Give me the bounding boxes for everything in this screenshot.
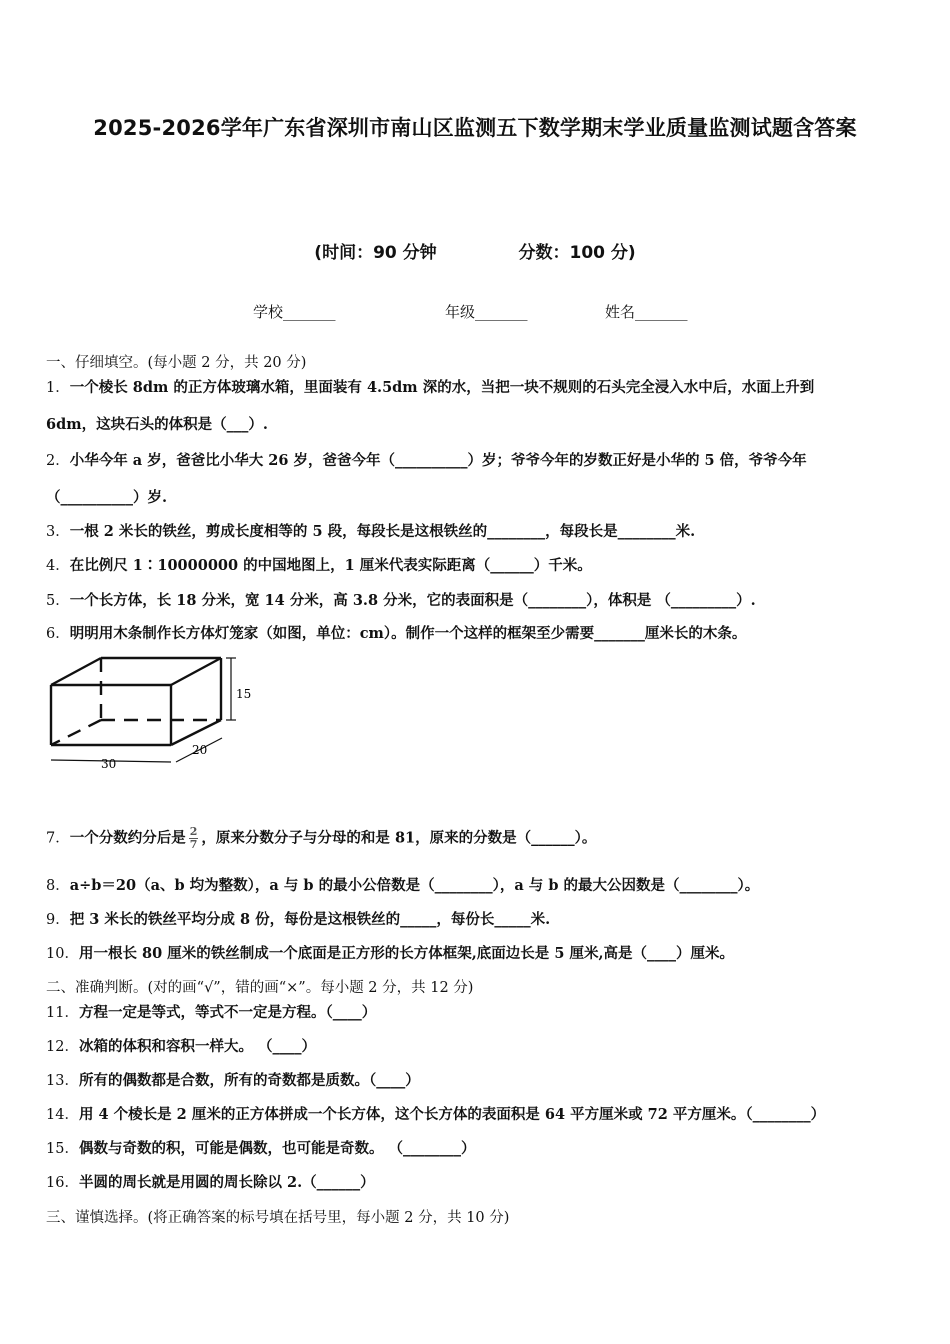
question-text: 半圆的周长就是用圆的周长除以 2.（______） xyxy=(78,1174,375,1191)
length-label: 30 xyxy=(101,757,117,771)
question-13 xyxy=(46,1069,916,1090)
question-text: 一根 2 米长的铁丝，剪成长度相等的 5 段，每段长是这根铁丝的________，每段长是________米. xyxy=(69,523,696,540)
question-14 xyxy=(46,1103,916,1124)
question-1-cont xyxy=(46,413,916,434)
question-text: 用 4 个棱长是 2 厘米的正方体拼成一个长方体，这个长方体的表面积是 64 平方厘米或 72 平方厘米。（________） xyxy=(78,1106,826,1123)
question-number: 15． xyxy=(46,1141,79,1157)
question-text: 冰箱的体积和容积一样大。 （____） xyxy=(78,1038,316,1055)
question-4 xyxy=(46,554,916,575)
question-16 xyxy=(46,1171,916,1192)
question-15 xyxy=(46,1137,916,1158)
question-text: 方程一定是等式，等式不一定是方程。（____） xyxy=(78,1004,377,1021)
question-number: 1． xyxy=(46,380,70,396)
question-number: 5． xyxy=(46,593,70,609)
question-number: 3． xyxy=(46,524,70,540)
top-left-edge xyxy=(51,658,101,685)
section-1-heading: 一、仔细填空。(每小题 2 分，共 20 分) xyxy=(46,355,307,371)
fraction-denominator: 7 xyxy=(189,838,198,851)
question-number: 9． xyxy=(46,912,70,928)
section-2-heading: 二、准确判断。(对的画“√”，错的画“×”。每小题 2 分，共 12 分) xyxy=(46,980,474,996)
question-text: 在比例尺 1∶10000000 的中国地图上，1 厘米代表实际距离（______）千米。 xyxy=(69,557,592,574)
question-8 xyxy=(46,874,916,895)
question-number: 10． xyxy=(46,946,79,962)
question-text: 一个棱长 8dm 的正方体玻璃水箱，里面装有 4.5dm 深的水，当把一块不规则的石头完全浸入水中后，水面上升到 xyxy=(69,379,815,396)
question-number: 12． xyxy=(46,1039,79,1055)
name-field[interactable]: 姓名_______ xyxy=(605,303,688,321)
question-number: 13． xyxy=(46,1073,79,1089)
grade-field[interactable]: 年级_______ xyxy=(445,303,528,321)
question-5 xyxy=(46,589,916,610)
question-text: 用一根长 80 厘米的铁丝制成一个底面是正方形的长方体框架,底面边长是 5 厘米,高是（____）厘米。 xyxy=(78,945,735,962)
question-text: a÷b＝20（a、b 均为整数），a 与 b 的最小公倍数是（________），a 与 b 的最大公因数是（________）。 xyxy=(69,877,760,894)
question-text: 小华今年 a 岁，爸爸比小华大 26 岁，爸爸今年（__________）岁；爷爷今年的岁数正好是小华的 5 倍，爷爷今年 xyxy=(69,452,807,469)
question-3 xyxy=(46,520,916,541)
height-label: 15 xyxy=(236,687,252,701)
question-text: ，原来分数分子与分母的和是 81，原来的分数是（______）。 xyxy=(201,829,597,847)
question-text: 一个长方体，长 18 分米，宽 14 分米，高 3.8 分米，它的表面积是（________），体积是 （_________）. xyxy=(69,592,756,609)
question-text: 一个分数约分后是 xyxy=(69,829,186,847)
question-text: 所有的偶数都是合数，所有的奇数都是质数。（____） xyxy=(78,1072,420,1089)
question-number: 7． xyxy=(46,830,70,847)
question-number: 11． xyxy=(46,1005,79,1021)
question-text: 把 3 米长的铁丝平均分成 8 份，每份是这根铁丝的_____，每份长_____米. xyxy=(69,911,551,928)
cuboid-figure xyxy=(46,650,256,775)
question-7 xyxy=(46,826,916,851)
question-number: 8． xyxy=(46,878,70,894)
question-text: 明明用木条制作长方体灯笼家（如图，单位：cm）。制作一个这样的框架至少需要_______厘米长的木条。 xyxy=(69,625,747,642)
question-number: 2． xyxy=(46,453,70,469)
score-label: 分数：100 分) xyxy=(518,243,636,263)
width-label: 20 xyxy=(192,743,208,757)
school-field[interactable]: 学校_______ xyxy=(253,303,336,321)
exam-meta xyxy=(0,238,950,263)
question-text: （__________）岁. xyxy=(46,489,168,506)
page-title: 2025-2026学年广东省深圳市南山区监测五下数学期末学业质量监测试题含答案 xyxy=(93,116,857,140)
dimension-lines xyxy=(51,658,236,762)
fraction xyxy=(189,826,199,851)
top-right-edge xyxy=(171,658,221,685)
fraction-numerator: 2 xyxy=(189,825,198,838)
question-6 xyxy=(46,622,916,643)
bottom-right-edge xyxy=(171,720,221,745)
question-2-cont xyxy=(46,486,916,507)
question-2 xyxy=(46,449,916,470)
question-9 xyxy=(46,908,916,929)
section-3-heading: 三、谨慎选择。(将正确答案的标号填在括号里，每小题 2 分，共 10 分) xyxy=(46,1210,510,1226)
question-number: 14． xyxy=(46,1107,79,1123)
question-11 xyxy=(46,1001,916,1022)
question-1 xyxy=(46,376,916,397)
question-text: 6dm，这块石头的体积是（___）. xyxy=(46,416,268,433)
question-text: 偶数与奇数的积，可能是偶数，也可能是奇数。 （________） xyxy=(78,1140,476,1157)
question-12 xyxy=(46,1035,916,1056)
time-label: (时间：90 分钟 xyxy=(314,243,437,263)
question-number: 4． xyxy=(46,558,70,574)
question-10 xyxy=(46,942,916,963)
question-number: 6． xyxy=(46,626,70,642)
question-number: 16． xyxy=(46,1175,79,1191)
